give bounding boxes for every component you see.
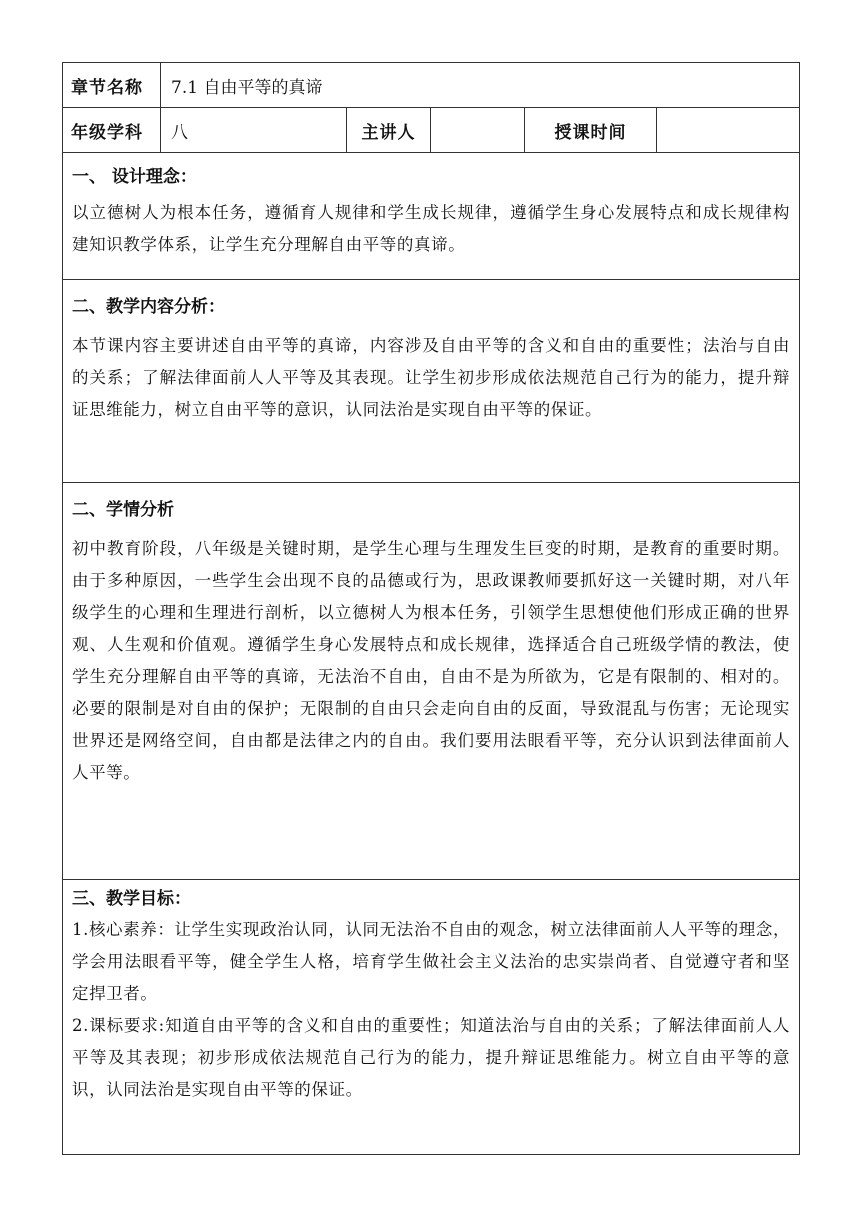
- section-body: 以立德树人为根本任务，遵循育人规律和学生成长规律，遵循学生身心发展特点和成长规律构建知识教学体系，让学生充分理解自由平等的真谛。: [72, 203, 791, 254]
- section-content-analysis: [63, 280, 800, 483]
- lecturer-label: 主讲人: [347, 108, 431, 153]
- objective-item: 1.核心素养：让学生实现政治认同，认同无法治不自由的观念，树立法律面前人人平等的理念，学会用法眼看平等，健全学生人格，培育学生做社会主义法治的忠实崇尚者、自觉遵守者和坚定捍卫者。: [72, 920, 791, 1003]
- section-design-concept: [63, 153, 800, 280]
- section-title: 二、教学内容分析：: [72, 297, 225, 317]
- section-title: 三、教学目标：: [72, 889, 191, 909]
- time-value: [657, 108, 800, 153]
- time-label: 授课时间: [525, 108, 657, 153]
- lecturer-value: [431, 108, 525, 153]
- section-title: 一、 设计理念：: [72, 167, 197, 187]
- lesson-plan-table: [62, 62, 800, 1155]
- chapter-row: [63, 63, 800, 108]
- section-body: 本节课内容主要讲述自由平等的真谛，内容涉及自由平等的含义和自由的重要性；法治与自由的关系；了解法律面前人人平等及其表现。让学生初步形成依法规范自己行为的能力，提升辩证思维能力，树立自由平等的意识，认同法治是实现自由平等的保证。: [72, 336, 791, 419]
- grade-row: [63, 108, 800, 153]
- lesson-plan-page: [62, 62, 799, 1155]
- chapter-value: 7.1 自由平等的真谛: [161, 63, 800, 108]
- chapter-label: 章节名称: [63, 63, 161, 108]
- objective-item: 2.课标要求:知道自由平等的含义和自由的重要性；知道法治与自由的关系；了解法律面前人人平等及其表现；初步形成依法规范自己行为的能力，提升辩证思维能力。树立自由平等的意识，认同法治是实现自由平等的保证。: [72, 1016, 791, 1099]
- section-body: 初中教育阶段，八年级是关键时期，是学生心理与生理发生巨变的时期，是教育的重要时期。由于多种原因，一些学生会出现不良的品德或行为，思政课教师要抓好这一关键时期，对八年级学生的心理和生理进行剖析，以立德树人为根本任务，引领学生思想使他们形成正确的世界观、人生观和价值观。遵循学生身心发展特点和成长规律，选择适合自己班级学情的教法，使学生充分理解自由平等的真谛，无法治不自由，自由不是为所欲为，它是有限制的、相对的。必要的限制是对自由的保护；无限制的自由只会走向自由的反面，导致混乱与伤害；无论现实世界还是网络空间，自由都是法律之内的自由。我们要用法眼看平等，充分认识到法律面前人人平等。: [72, 539, 791, 782]
- grade-label: 年级学科: [63, 108, 161, 153]
- section-teaching-objectives: [63, 880, 800, 1155]
- grade-value: 八: [161, 108, 347, 153]
- section-title: 二、学情分析: [72, 500, 174, 520]
- section-learner-analysis: [63, 483, 800, 880]
